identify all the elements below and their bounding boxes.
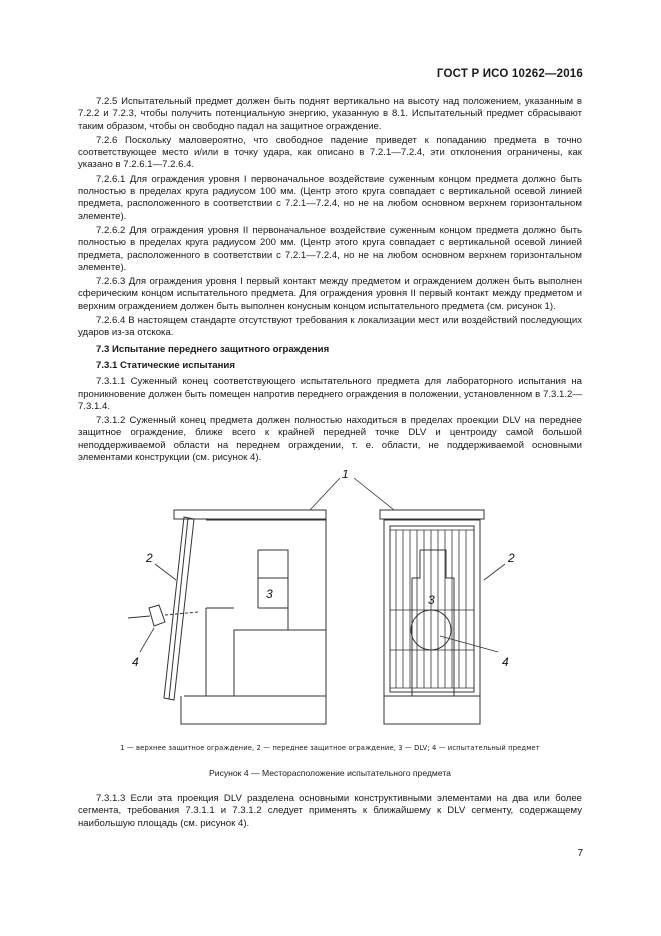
top-guard-front xyxy=(380,510,484,519)
figure-legend: 1 — верхнее защитное ограждение, 2 — переднее защитное ограждение, 3 — DLV; 4 — испытательный предмет xyxy=(120,744,540,753)
paragraph-7-2-6: 7.2.6 Поскольку маловероятно, что свободное падение приведет к попаданию предмета в точно соответствующее место и/или в точку удара, как описано в 7.2.1—7.2.4, эти отклонения ограничены, как указано в 7.2.6.1—7.2.6.4. xyxy=(78,134,582,171)
document-header: ГОСТ Р ИСО 10262—2016 xyxy=(436,68,583,80)
paragraph-7-2-6-4: 7.2.6.4 В настоящем стандарте отсутствуют требования к локализации мест или воздействий последующих ударов из-за отскока. xyxy=(78,315,582,339)
paragraph-7-2-6-1: 7.2.6.1 Для ограждения уровня I первоначальное воздействие суженным концом предмета должно быть полностью в пределах круга радиусом 100 мм. (Центр этого круга совпадает с вертикальной осевой линией предмета, расположенного в соответствии с 7.2.1—7.2.4, но не на любом основном верхнем горизонтальном элементе). xyxy=(78,173,582,222)
label-2-left: 2 xyxy=(146,551,153,566)
paragraph-7-2-5: 7.2.5 Испытательный предмет должен быть поднят вертикально на высоту над положением, указанным в 7.2.2 и 7.2.3, чтобы получить потенциальную энергию, указанную в 8.1. Испытательный предмет сбрасывают таким образом, чтобы он свободно падал на защитное ограждение. xyxy=(78,96,582,132)
page-number: 7 xyxy=(577,848,583,859)
dlv-side xyxy=(234,550,288,696)
paragraph-7-3-1-2: 7.3.1.2 Суженный конец предмета должен полностью находиться в пределах проекции DLV на переднее защитное ограждение, ближе всего к крайней передней точке DLV и центроиду самой большой неподдерживаемой области на переднем ограждении, т. е. области, не поддерживаемой основными элементами конструкции (см. рисунок 4). xyxy=(78,415,582,464)
cab-body-side xyxy=(184,520,326,696)
label-4-left: 4 xyxy=(132,655,139,670)
section-heading-7-3: 7.3 Испытание переднего защитного ограждения xyxy=(96,343,330,355)
figure-caption: Рисунок 4 — Месторасположение испытательного предмета xyxy=(209,767,451,778)
label-4-right: 4 xyxy=(502,655,509,670)
label-3-right: 3 xyxy=(428,593,435,608)
label-1: 1 xyxy=(342,470,349,482)
paragraph-7-2-6-3: 7.2.6.3 Для ограждения уровня I первый контакт между предметом и ограждением должен быть выполнен сферическим концом испытательного предмета. Для ограждения уровня II первый контакт между предметом и верхним ограждением должен быть выполнен конусным концом испытательного предмета (см. рисунок 1). xyxy=(78,276,582,312)
paragraph-7-2-6-2: 7.2.6.2 Для ограждения уровня II первоначальное воздействие суженным концом предмета должно быть полностью в пределах круга радиусом 200 мм. (Центр этого круга совпадает с вертикальной осевой линией предмета, расположенного в соответствии с 7.2.1—7.2.4, но не на любом основном верхнем горизонтальном элементе). xyxy=(78,224,582,273)
paragraph-7-3-1-3: 7.3.1.3 Если эта проекция DLV разделена основными конструктивными элементами на два или более сегмента, требования 7.3.1.1 и 7.3.1.2 следует применять к ближайшему к DLV сегменту, содержащему наибольшую площадь (см. рисунок 4). xyxy=(78,792,582,829)
paragraph-7-3-1-1: 7.3.1.1 Суженный конец соответствующего испытательного предмета для лабораторного испытания на проникновение должен быть помещен напротив переднего ограждения в положении, установленном в 7.3.1.2—7.3.1.4. xyxy=(78,376,582,412)
top-guard-side xyxy=(174,510,326,519)
label-3-left: 3 xyxy=(266,587,273,602)
figure-4-drawing xyxy=(78,470,582,738)
dlv-front xyxy=(412,550,454,696)
test-object-side xyxy=(149,605,165,626)
page-body xyxy=(78,96,582,832)
label-2-right: 2 xyxy=(508,551,515,566)
figure-4 xyxy=(78,470,582,738)
subsection-heading-7-3-1: 7.3.1 Статические испытания xyxy=(96,359,235,371)
